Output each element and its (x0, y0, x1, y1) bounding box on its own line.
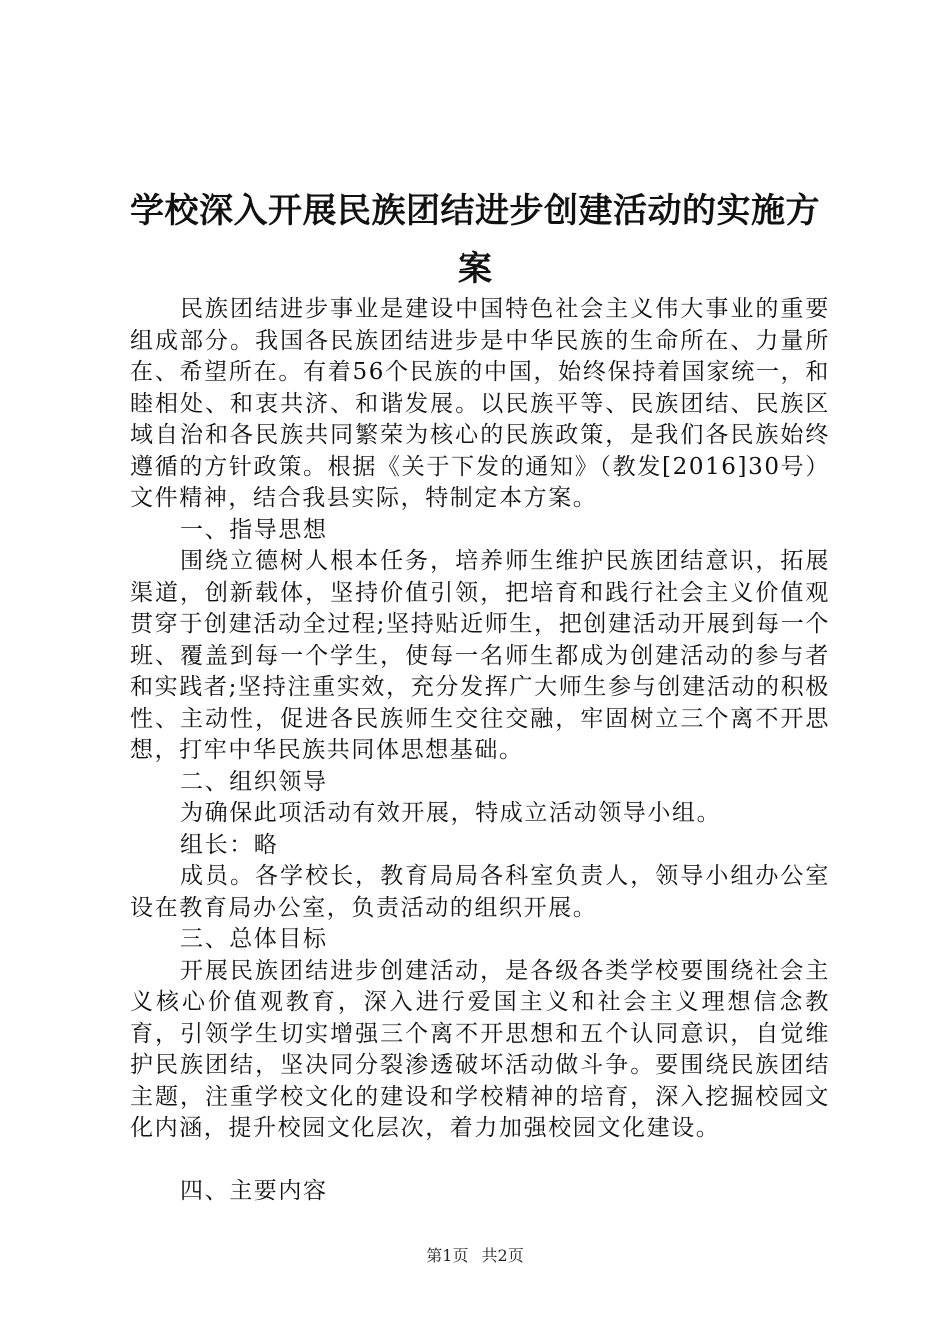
intro-paragraph: 民族团结进步事业是建设中国特色社会主义伟大事业的重要组成部分。我国各民族团结进步是中华民族的生命所在、力量所在、希望所在。有着56个民族的中国，始终保持着国家统一，和睦相处、和衷共济、和谐发展。以民族平等、民族团结、民族区域自治和各民族共同繁荣为核心的民族政策，是我们各民族始终遵循的方针政策。根据《关于下发的通知》（教发[2016]30号）文件精神，结合我县实际，特制定本方案。 (130, 296, 830, 511)
page-number-current: 第1页 (426, 1246, 469, 1265)
guiding-ideology-paragraph: 围绕立德树人根本任务，培养师生维护民族团结意识，拓展渠道，创新载体，坚持价值引领，把培育和践行社会主义价值观贯穿于创建活动全过程;坚持贴近师生，把创建活动开展到每一个班、覆盖到每一个学生，使每一名师生都成为创建活动的参与者和实践者;坚持注重实效，充分发挥广大师生参与创建活动的积极性、主动性，促进各民族师生交往交融，牢固树立三个离不开思想，打牢中华民族共同体思想基础。 (130, 548, 830, 763)
section-heading-guiding-ideology: 一、指导思想 (180, 516, 328, 543)
overall-goal-paragraph: 开展民族团结进步创建活动，是各级各类学校要围绕社会主义核心价值观教育，深入进行爱国主义和社会主义理想信念教育，引领学生切实增强三个离不开思想和五个认同意识，自觉维护民族团结，坚决同分裂渗透破坏活动做斗争。要围绕民族团结主题，注重学校文化的建设和学校精神的培育，深入挖掘校园文化内涵，提升校园文化层次，着力加强校园文化建设。 (130, 957, 830, 1141)
section-heading-main-content: 四、主要内容 (180, 1177, 328, 1204)
members-paragraph: 成员。各学校长，教育局局各科室负责人，领导小组办公室设在教育局办公室，负责活动的组织开展。 (130, 863, 830, 921)
document-title-line-1: 学校深入开展民族团结进步创建活动的实施方 (130, 191, 820, 231)
organization-paragraph: 为确保此项活动有效开展，特成立活动领导小组。 (180, 800, 722, 826)
section-heading-organization: 二、组织领导 (180, 768, 328, 795)
page-footer (0, 1244, 950, 1268)
document-title-line-2: 案 (458, 249, 492, 289)
page-number-total: 共2页 (481, 1246, 524, 1265)
document-body (130, 294, 830, 1207)
paragraph-gap (130, 1145, 830, 1176)
team-leader-line: 组长：略 (180, 831, 279, 858)
section-heading-overall-goal: 三、总体目标 (180, 926, 328, 952)
